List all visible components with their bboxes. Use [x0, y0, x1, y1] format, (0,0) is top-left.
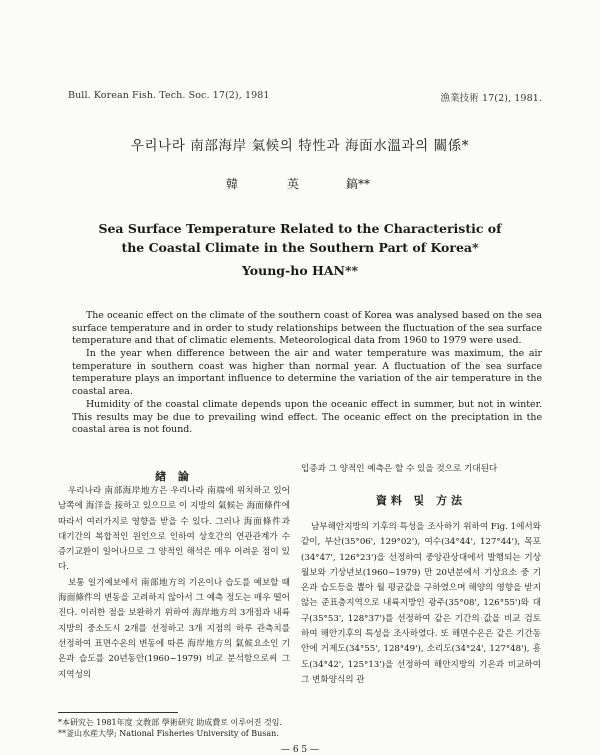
title-korean: 우리나라 南部海岸 氣候의 特性과 海面水溫과의 關係*: [130, 138, 470, 154]
right-column-carry-text: 입증과 그 양적인 예측은 할 수 있을 것으로 기대된다: [301, 464, 498, 474]
footnotes: [58, 717, 282, 739]
title-english-line-2: the Coastal Climate in the Southern Part of Korea*: [121, 240, 479, 255]
journal-header-right: 漁業技術 17(2), 1981.: [440, 93, 542, 104]
section-heading-introduction: 緖 論: [155, 470, 193, 483]
author-korean-2: 英: [287, 177, 300, 191]
body-paragraph: 남부해안지방의 기후의 특성을 조사하기 위하여 Fig. 1에서와 같이, 부산(35°06', 129°02'), 여수(34°44', 127°44'), 목포(34°47', 126°23')을 선정하여 중앙관상대에서 발행되는 기상월보와 기상년보(1960~1979) 만 20년분에서 기상요소 중 기온과 습도등을 뽑아 월 평균값을 구하였으며 해양의 영향을 받지 않는 준표층지역으로 내륙지방인 광주(35°08', 126°55')와 대구(35°53', 128°37')를 선정하여 같은 기간의 값을 비교 검토하여 해안기후의 특성을 조사하였다. 또 해면수온은 같은 기간동안에 거제도(34°55', 128°49'), 소리도(34°24', 127°48'), 흥도(34°42', 125°13')을 선정하여 해안지방의 기온과 비교하여 그 변화양식의 관: [301, 522, 541, 685]
abstract-paragraph: Humidity of the coastal climate depends upon the oceanic effect in summer, but not in winter. This results may be due to prevailing wind effect. The oceanic effect on the preciptation in the coastal area is not found.: [72, 399, 542, 436]
journal-header-left: Bull. Korean Fish. Tech. Soc. 17(2), 1981: [68, 90, 270, 101]
left-column-body: [58, 484, 290, 683]
title-english-line-1: Sea Surface Temperature Related to the Characteristic of: [98, 221, 502, 236]
page-number: — 6 5 —: [280, 745, 320, 755]
body-paragraph: 우리나라 南部海岸地方은 우리나라 南端에 위치하고 있어 남쪽에 海洋을 接하고 있으므로 이 지방의 氣候는 海面條件에 따라서 여러가지로 영향을 받을 수 있다. 그러나 海面條件과 대기간의 복합적인 원인으로 인하여 상호간의 연관관계가 수증기교환이 일어나므로 그 양적인 해석은 매우 어려운 점이 있다.: [58, 486, 290, 573]
footnote-1: *本研究는 1981年度 文敎部 學術研究 助成費로 이루어진 것임.: [58, 718, 282, 727]
abstract-paragraph: In the year when difference between the air and water temperature was maximum, the air temperature in southern coast was higher than normal year. A fluctuation of the sea surface temperature plays an important influence to determine the variation of the air temperature in the coastal area.: [72, 348, 542, 398]
abstract: [72, 310, 542, 437]
abstract-paragraph: The oceanic effect on the climate of the southern coast of Korea was analysed based on the sea surface temperature and in order to study relationships between the fluctuation of the sea surface temperature and that of climatic elements. Meteorological data from 1960 to 1979 were used.: [72, 310, 542, 347]
title-english: [0, 219, 600, 257]
body-paragraph: 보통 일기예보에서 南部地方의 기온이나 습도를 예보할 때 海面條件의 변동을 고려하지 않아서 그 예측 정도는 매우 떨어진다. 이러한 점을 보완하기 위하여 海岸地方의 3개점과 내륙지방의 중소도시 2개를 선정하고 3개 지점의 하루 관측치를 선정하여 표면수온의 변동에 따른 海岸地方의 氣候요소인 기온과 습도를 20년동안(1960~1979) 비교 분석함으로써 그 지역성의: [58, 577, 290, 680]
right-column-body: [301, 520, 541, 688]
author-korean-3: 鎬**: [346, 177, 371, 191]
author-korean-1: 韓: [226, 177, 239, 191]
footnote-rule: [58, 712, 178, 713]
footnote-2: **釜山水産大學; National Fisheries University of Busan.: [58, 729, 279, 738]
author-english: Young-ho HAN**: [241, 263, 359, 278]
section-heading-materials-methods: 資料 및 方法: [375, 494, 467, 507]
